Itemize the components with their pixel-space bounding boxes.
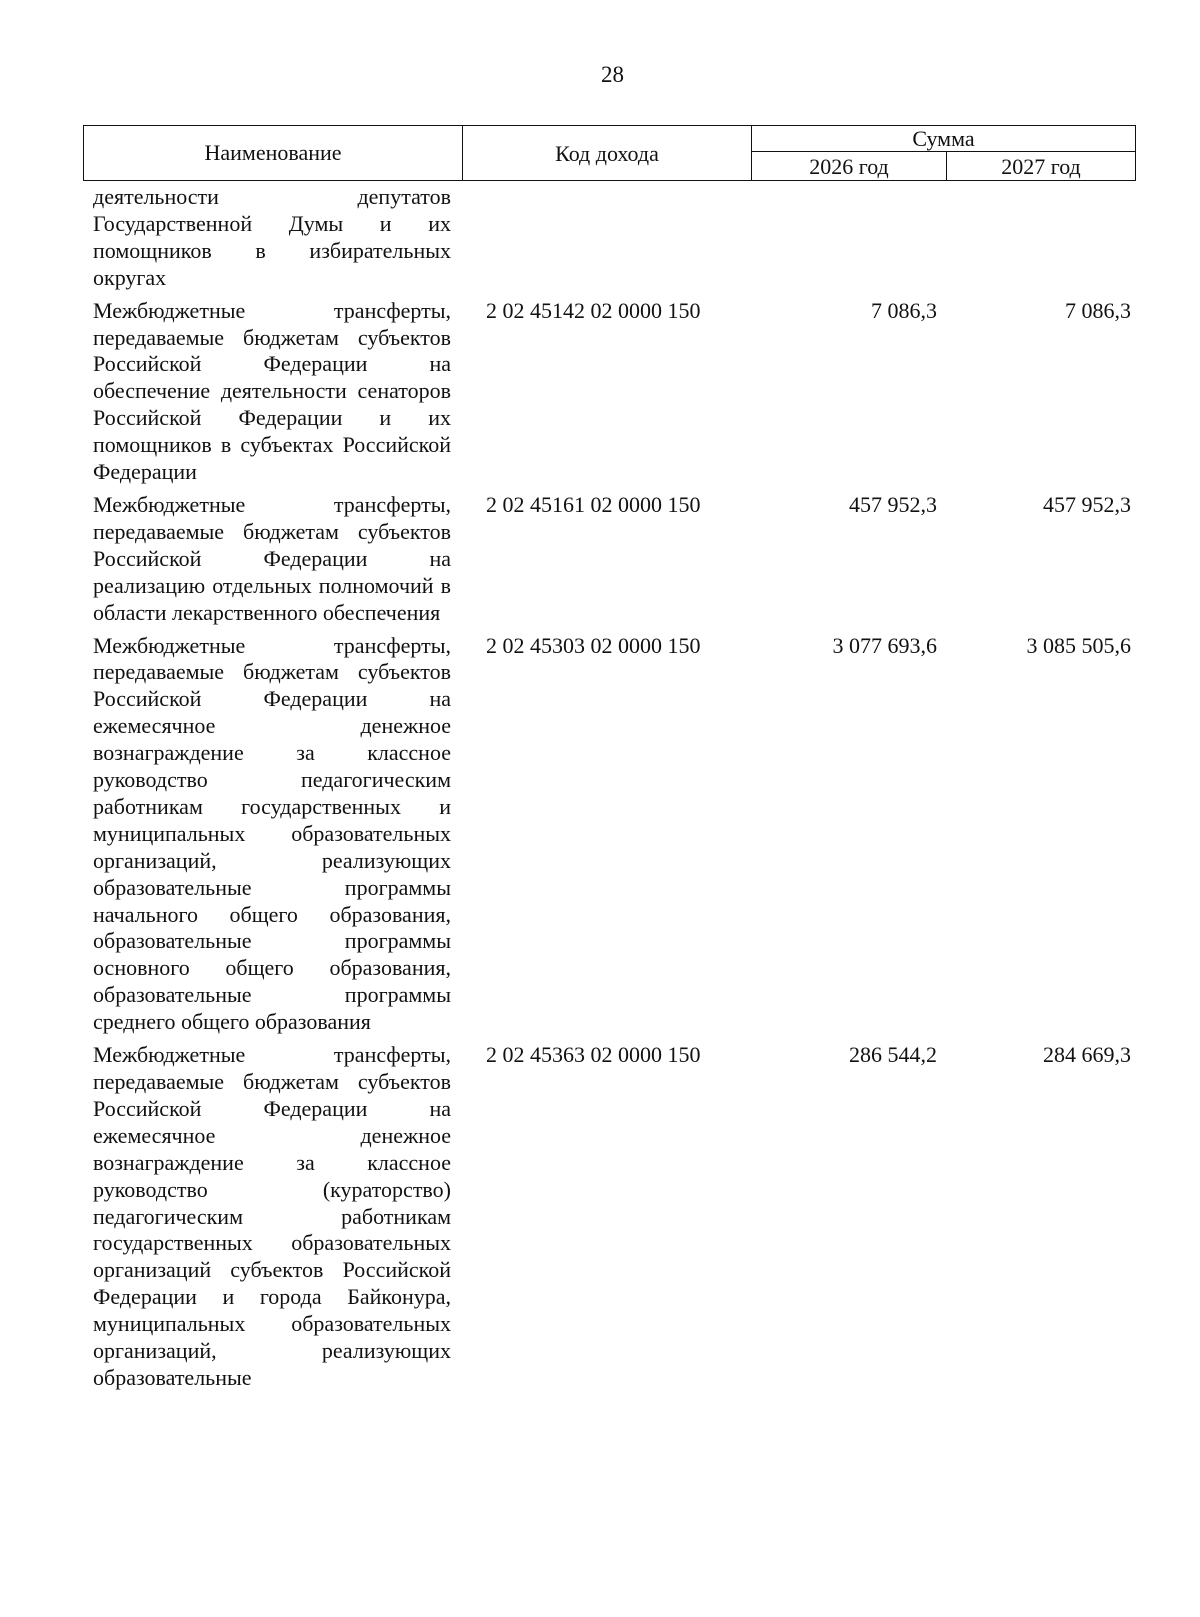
row-value-2026: 286 544,2 <box>849 1042 937 1068</box>
row-value-2027: 3 085 505,6 <box>1026 632 1131 658</box>
header-name: Наименование <box>84 126 463 180</box>
row-code: 2 02 45363 02 0000 150 <box>486 1042 701 1068</box>
row-name: деятельности депутатов Государственной Думы и их помощников в избирательных округах <box>93 184 451 290</box>
table-header <box>83 125 1136 181</box>
header-year-2027: 2027 год <box>1001 154 1081 179</box>
row-name: Межбюджетные трансферты, передаваемые бюджетам субъектов Российской Федерации на ежемесячное денежное вознаграждение за классное руководство педагогическим работникам государственных и муниципальных образовательных организаций, реализующих образовательные программы начального общего образования, образовательные программы основного общего образования, образовательные программы среднего общего образования <box>93 632 451 1035</box>
row-name: Межбюджетные трансферты, передаваемые бюджетам субъектов Российской Федерации на реализацию отдельных полномочий в области лекарственного обеспечения <box>93 491 451 625</box>
row-value-2026: 7 086,3 <box>871 297 937 323</box>
table-row <box>93 1042 1133 1392</box>
row-value-2027: 284 669,3 <box>1043 1042 1131 1068</box>
header-code: Код дохода <box>463 126 752 180</box>
row-name: Межбюджетные трансферты, передаваемые бюджетам субъектов Российской Федерации на ежемесячное денежное вознаграждение за классное руководство (кураторство) педагогическим работникам государственных образовательных организаций субъектов Российской Федерации и города Байконура, муниципальных образовательных организаций, реализующих образовательные <box>93 1042 451 1390</box>
row-value-2027: 7 086,3 <box>1065 297 1131 323</box>
row-name: Межбюджетные трансферты, передаваемые бюджетам субъектов Российской Федерации на обеспечение деятельности сенаторов Российской Федерации и их помощников в субъектах Российской Федерации <box>93 297 451 485</box>
table-body <box>93 184 1133 1398</box>
row-value-2026: 457 952,3 <box>849 491 937 517</box>
table-row <box>93 298 1133 486</box>
table-row <box>93 492 1133 627</box>
row-value-2027: 457 952,3 <box>1043 491 1131 517</box>
row-value-2026: 3 077 693,6 <box>832 632 937 658</box>
row-code: 2 02 45161 02 0000 150 <box>486 491 701 517</box>
row-code: 2 02 45303 02 0000 150 <box>486 632 701 658</box>
row-code: 2 02 45142 02 0000 150 <box>486 297 701 323</box>
page-number: 28 <box>601 62 624 87</box>
header-sum: Сумма <box>752 126 1135 152</box>
header-year-2026: 2026 год <box>752 152 947 180</box>
table-row <box>93 184 1133 292</box>
table-row <box>93 633 1133 1037</box>
